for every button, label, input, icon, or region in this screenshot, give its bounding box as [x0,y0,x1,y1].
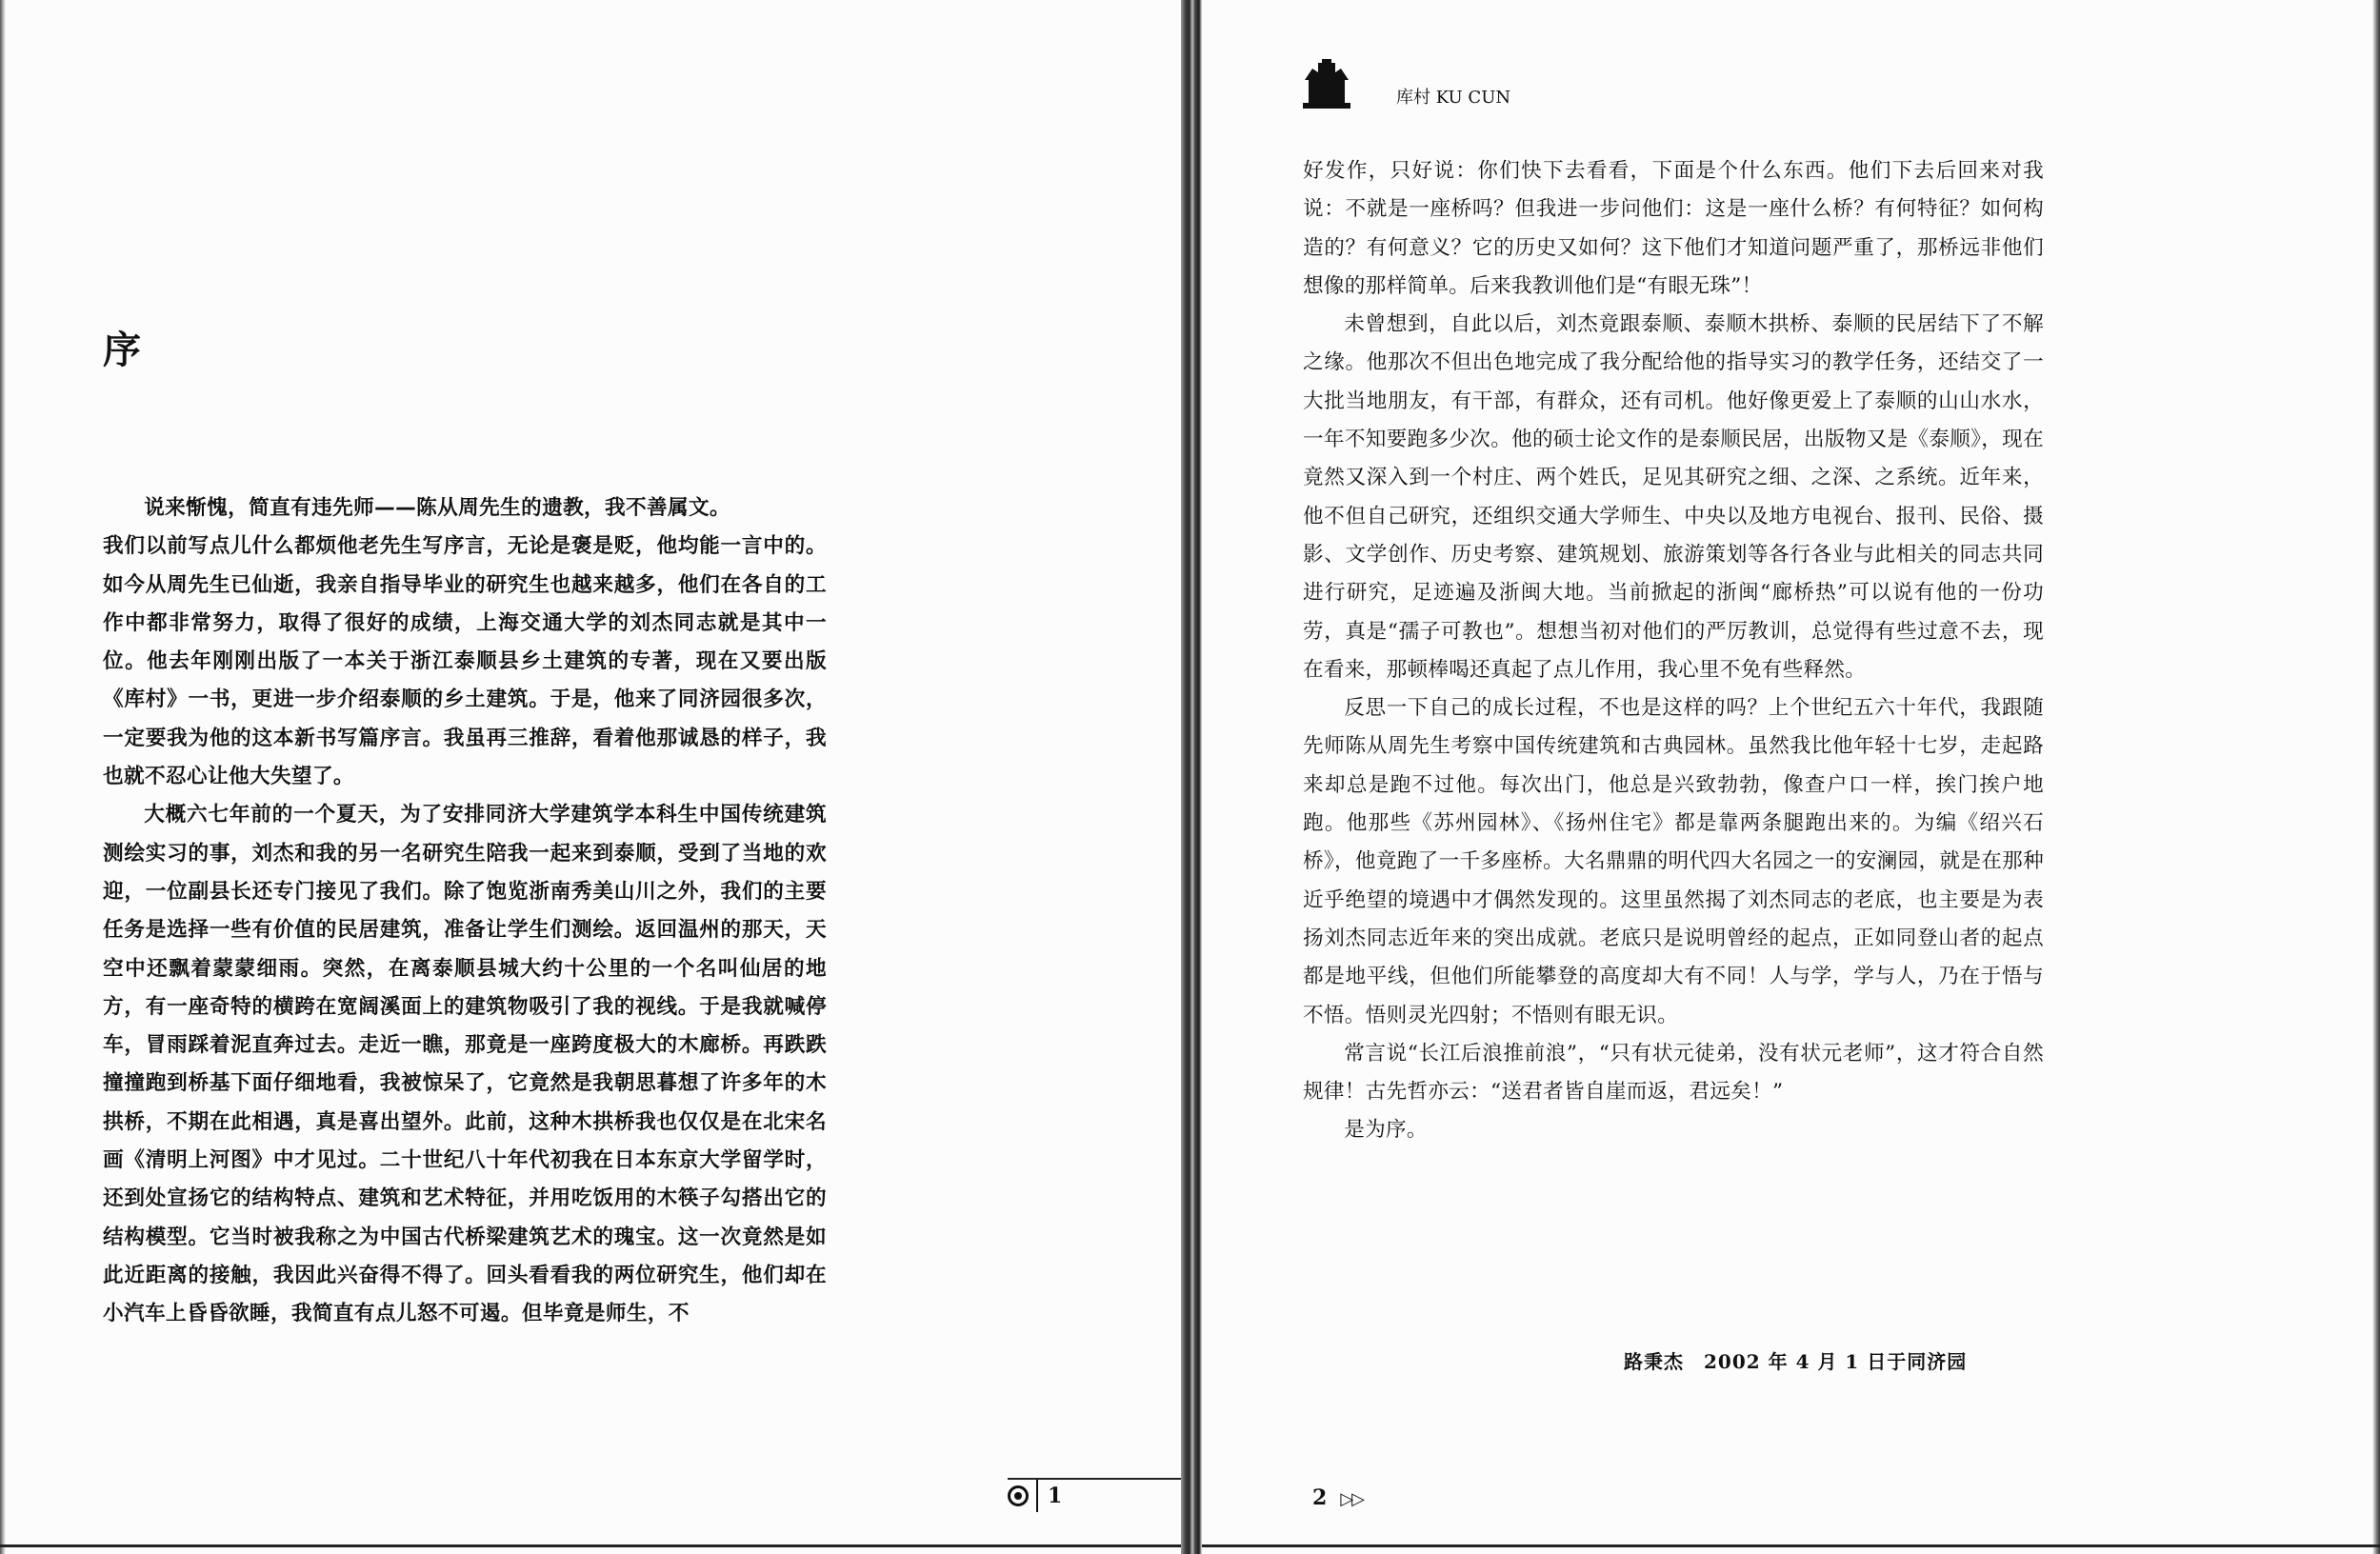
paragraph: 常言说“长江后浪推前浪”，“只有状元徒弟，没有状元老师”，这才符合自然规律！古先哲亦云：“送君者皆自崖而返，君远矣！” [1303,1041,2044,1105]
page-edge-shadow [2372,0,2380,1554]
paragraph: 说来惭愧，简直有违先师——陈从周先生的遗教，我不善属文。 [144,496,731,520]
page-edge-shadow [0,0,6,1554]
book-gutter [1181,0,1202,1554]
double-arrow-icon: ▷▷ [1340,1489,1363,1509]
paragraph: 好发作，只好说：你们快下去看看，下面是个什么东西。他们下去后回来对我说：不就是一座桥吗？但我进一步问他们：这是一座什么桥？有何特征？如何构造的？有何意义？它的历史又如何？这下他们才知道问题严重了，那桥远非他们想像的那样简单。后来我教训他们是“有眼无珠”！ [1303,159,2044,298]
page-bottom-edge [0,1544,1181,1547]
left-body-text [103,489,827,1334]
page-bottom-edge [1202,1544,2380,1547]
paragraph: 未曾想到，自此以后，刘杰竟跟泰顺、泰顺木拱桥、泰顺的民居结下了不解之缘。他那次不但出色地完成了我分配给他的指导实习的教学任务，还结交了一大批当地朋友，有干部，有群众，还有司机。他好像更爱上了泰顺的山山水水，一年不知要跑多少次。他的硕士论文作的是泰顺民居，出版物又是《泰顺》，现在竟然又深入到一个村庄、两个姓氏，足见其研究之细、之深、之系统。近年来，他不但自己研究，还组织交通大学师生、中央以及地方电视台、报刊、民俗、摄影、文学创作、历史考察、建筑规划、旅游策划等各行各业与此相关的同志共同进行研究，足迹遍及浙闽大地。当前掀起的浙闽“廊桥热”可以说有他的一份功劳，真是“孺子可教也”。想想当初对他们的严厉教训，总觉得有些过意不去，现在看来，那顿棒喝还真起了点儿作用，我心里不免有些释然。 [1303,312,2044,682]
paragraph: 反思一下自己的成长过程，不也是这样的吗？上个世纪五六十年代，我跟随先师陈从周先生考察中国传统建筑和古典园林。虽然我比他年轻十七岁，走起路来却总是跑不过他。每次出门，他总是兴致勃勃，像查户口一样，挨门挨户地跑。他那些《苏州园林》、《扬州住宅》都是靠两条腿跑出来的。为编《绍兴石桥》，他竟跑了一千多座桥。大名鼎鼎的明代四大名园之一的安澜园，就是在那种近乎绝望的境遇中才偶然发现的。这里虽然揭了刘杰同志的老底，也主要是为表扬刘杰同志近年来的突出成就。老底只是说明曾经的起点，正如同登山者的起点都是地平线，但他们所能攀登的高度却大有不同！人与学，学与人，乃在于悟与不悟。悟则灵光四射；不悟则有眼无识。 [1303,696,2044,1027]
circle-icon [1008,1485,1029,1506]
paragraph: 大概六七年前的一个夏天，为了安排同济大学建筑学本科生中国传统建筑测绘实习的事，刘杰和我的另一名研究生陪我一起来到泰顺，受到了当地的欢迎，一位副县长还专门接见了我们。除了饱览浙南秀美山川之外，我们的主要任务是选择一些有价值的民居建筑，准备让学生们测绘。返回温州的那天，天空中还飘着蒙蒙细雨。突然，在离泰顺县城大约十公里的一个名叫仙居的地方，有一座奇特的横跨在宽阔溪面上的建筑物吸引了我的视线。于是我就喊停车，冒雨踩着泥直奔过去。走近一瞧，那竟是一座跨度极大的木廊桥。再跌跌撞撞跑到桥基下面仔细地看，我被惊呆了，它竟然是我朝思暮想了许多年的木拱桥，不期在此相遇，真是喜出望外。此前，这种木拱桥我也仅仅是在北宋名画《清明上河图》中才见过。二十世纪八十年代初我在日本东京大学留学时，还到处宣扬它的结构特点、建筑和艺术特征，并用吃饭用的木筷子勾搭出它的结构模型。它当时被我称之为中国古代桥梁建筑艺术的瑰宝。这一次竟然是如此近距离的接触，我因此兴奋得不得了。回头看看我的两位研究生，他们却在小汽车上昏昏欲睡，我简直有点儿怒不可遏。但毕竟是师生，不 [103,803,827,1326]
running-header: 库村 KU CUN [1396,88,1511,108]
page-number-right [1312,1485,1363,1510]
paragraph: 是为序。 [1344,1118,1428,1143]
page-number: 2 [1312,1485,1328,1510]
left-page [0,0,1181,1554]
paragraph: 我们以前写点儿什么都烦他老先生写序言，无论是褒是贬，他均能一言中的。如今从周先生已仙逝，我亲自指导毕业的研究生也越来越多，他们在各自的工作中都非常努力，取得了很好的成绩，上海交通大学的刘杰同志就是其中一位。他去年刚刚出版了一本关于浙江泰顺县乡土建筑的专著，现在又要出版《库村》一书，更进一步介绍泰顺的乡土建筑。于是，他来了同济园很多次，一定要我为他的这本新书写篇序言。我虽再三推辞，看着他那诚恳的样子，我也就不忍心让他大失望了。 [103,534,827,789]
page-number-left [1008,1478,1062,1514]
divider [1036,1480,1038,1512]
preface-title: 序 [103,328,143,372]
page-number: 1 [1048,1484,1063,1508]
building-silhouette-icon [1303,59,1350,109]
right-body-text [1303,152,2044,1150]
signature-line: 路秉杰 2002 年 4 月 1 日于同济园 [1624,1350,1968,1373]
